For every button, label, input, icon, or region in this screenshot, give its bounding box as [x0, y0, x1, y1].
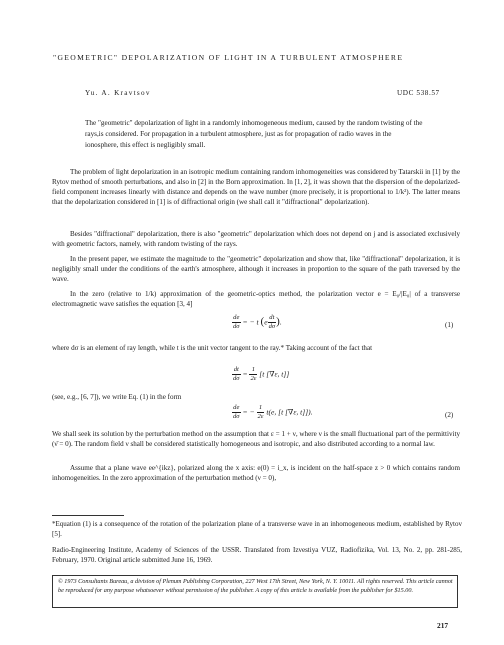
abstract: The "geometric" depolarization of light in a randomly inhomogeneous medium, caused by the random twisting of the rays,is considered. For propagation in a turbulent atmosphere, just as for propagation of radio waves in the ionosphere, this effect is negligibly small.	[85, 119, 423, 149]
paragraph-perturbation: We shall seek its solution by the perturbation method on the assumption that ε = 1 + ν, where ν is the small fluctuational part of the permittivity (ν̄ = 0). The random field ν shall be considered statistically homogeneous and isotropic, and also distributed according to a normal law.	[52, 430, 460, 449]
eq1-open-paren: (	[260, 315, 265, 328]
eq3-lhs-fraction	[232, 404, 241, 421]
eq2-rhs-fraction	[249, 366, 257, 383]
eq2-lhs-fraction	[232, 366, 241, 383]
author-name: Yu. A. Kravtsov	[85, 89, 151, 97]
paragraph-2: Besides "diffractional" depolarization, there is also "geometric" depolarization which does not depend on j and is associated exclusively with geometric factors, namely, with random twisting of the rays.	[52, 230, 460, 249]
equation-2-number: (2)	[445, 411, 454, 419]
text-after-eq-dt: (see, e.g., [6, 7]), we write Eq. (1) in the form	[52, 393, 182, 401]
eq2-tail: [t [∇ε, t]]	[259, 369, 290, 379]
footnote: *Equation (1) is a consequence of the rotation of the polarization plane of a transverse wave in an inhomogeneous medium, established by Rytov [5].	[52, 520, 462, 538]
eq3-lhs-num: de	[233, 404, 240, 411]
article-title: "GEOMETRIC" DEPOLARIZATION OF LIGHT IN A TURBULENT ATMOSPHERE	[53, 53, 404, 62]
eq3-rhs-num: 1	[257, 404, 265, 413]
equation-1: $\frac{de}{d\sigma}$ = − t (e $\frac{dt}{d\sigma}$ ).	[233, 314, 282, 330]
affiliation-note: Radio-Engineering Institute, Academy of Sciences of the USSR. Translated from Izvestiya VUZ, Radiofizika, Vol. 13, No. 2, pp. 281-285, February, 1970. Original article submitted June 16, 1969.	[52, 546, 462, 564]
eq2-rhs-num: 1	[249, 366, 257, 375]
equation-2: $\frac{de}{d\sigma}$ = − $\frac{1}{2\varepsilon}$ t(e, [t [∇ε, t]]).	[233, 404, 313, 420]
eq1-lhs-num: de	[233, 314, 240, 321]
eq1-mid: = − t	[242, 317, 259, 327]
eq1-paren-num: dt	[269, 314, 275, 321]
paragraph-1: The problem of light depolarization in an isotropic medium containing random inhomogeneities was considered by Tatarskii in [1] by the Rytov method of smooth perturbations, and also in [2] in the Born approximation. In [1, 2], it was shown that the dispersion of the depolarized-field component increases linearly with distance and depends on the wave number (more precisely, it is proportional to 1/k²). The latter means that the depolarization considered in [1] is of diffractional origin (we shall call it "diffractional" depolarization).	[52, 168, 460, 207]
paragraph-3: In the present paper, we estimate the magnitude to the "geometric" depolarization and show that, like "diffractional" depolarization, it is negligibly small under the conditions of the earth's atmosphere, although it increases in proportion to the square of the path traversed by the wave.	[52, 255, 460, 284]
eq2-lhs-den: dσ	[233, 375, 240, 382]
copyright-notice: © 1973 Consultants Bureau, a division of Plenum Publishing Corporation, 227 West 17th Street, New York, N. Y. 10011. All rights reserved. This article cannot be reproduced for any purpose whatsoever without permission of the publisher. A copy of this article is available from the publisher for $15.00.	[58, 578, 453, 594]
eq1-lhs-den: dσ	[233, 323, 240, 330]
eq1-close-paren: )	[276, 315, 280, 328]
eq3-lhs-den: dσ	[233, 413, 240, 420]
eq3-rhs-den: 2ε	[257, 413, 264, 420]
udc-code: UDC 538.57	[397, 89, 440, 97]
eq3-rhs-fraction	[257, 404, 265, 421]
eq1-lhs-fraction	[232, 314, 241, 331]
eq2-rhs-den: 2ε	[250, 375, 257, 382]
eq1-paren-fraction	[268, 314, 277, 331]
eq2-lhs-num: dt	[233, 366, 239, 373]
paragraph-4: In the zero (relative to 1/k) approximation of the geometric-optics method, the polarization vector e = E₀/|E₀| of a transverse electromagnetic wave satisfies the equation [3, 4]	[52, 290, 460, 309]
eq1-paren-den: dσ	[268, 323, 276, 330]
paragraph-plane-wave: Assume that a plane wave ee^{ikz}, polarized along the x axis: e(0) = i_x, is incident on the half-space z > 0 which contains random inhomogeneities. In the zero approximation of the perturbation method (ν = 0),	[52, 464, 460, 483]
page-number: 217	[437, 621, 449, 630]
text-after-eq1: where dσ is an element of ray length, while t is the unit vector tangent to the ray.* Taking account of the fact that	[52, 344, 373, 352]
eq3-tail: t(e, [t [∇ε, t]]).	[266, 407, 313, 417]
equation-dt: $\frac{dt}{d\sigma}$ = $\frac{1}{2\varepsilon}$ [t [∇ε, t]]	[233, 366, 290, 382]
footnote-rule	[52, 515, 124, 516]
equation-1-number: (1)	[445, 321, 454, 329]
